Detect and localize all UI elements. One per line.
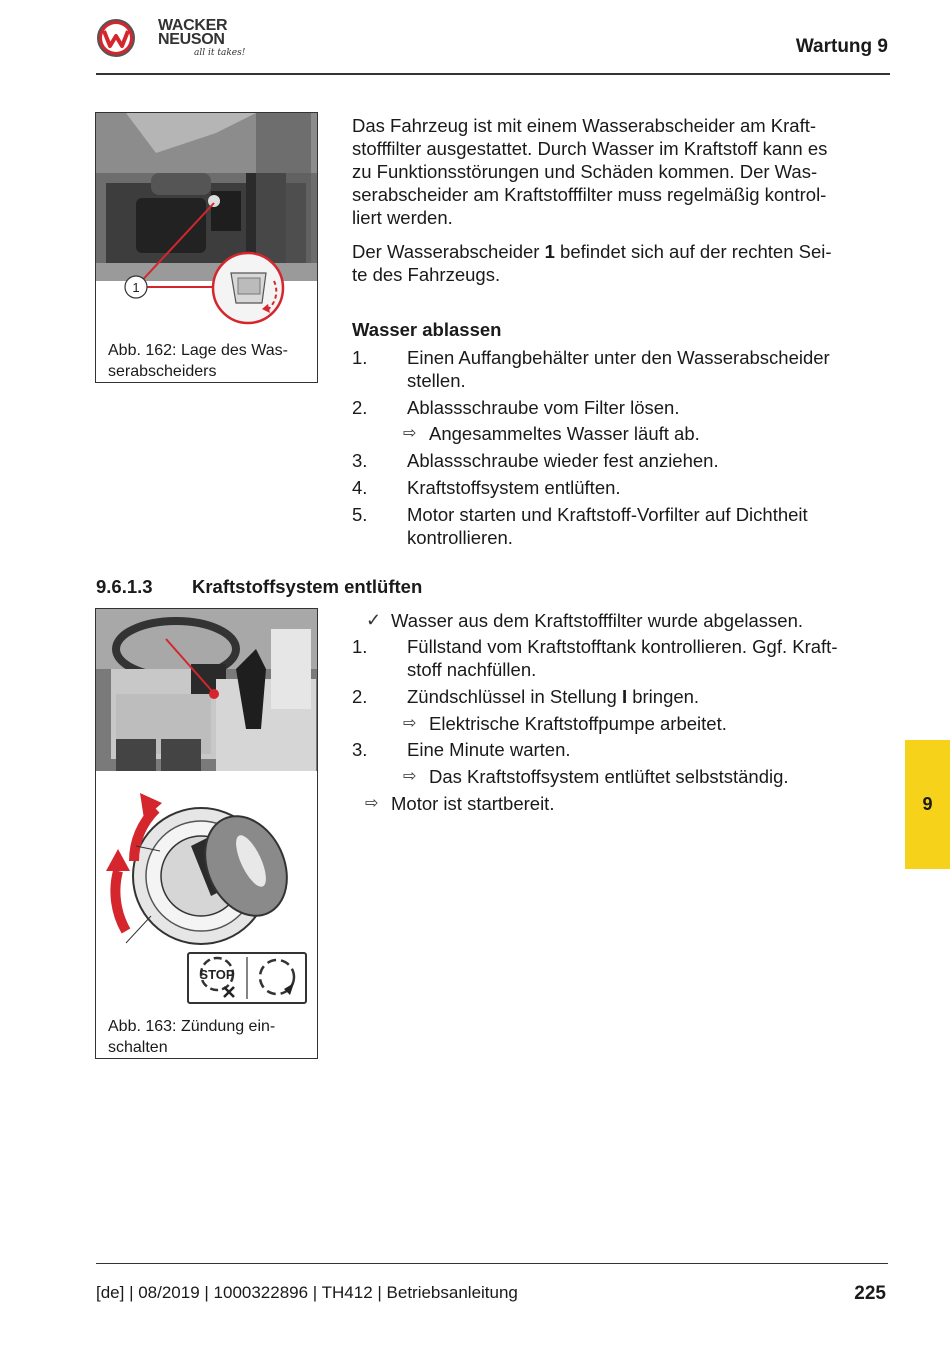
bleed-step-2-number: 2. [352,686,368,707]
key-switch-diagram [96,771,317,1011]
brand-logo [96,16,256,62]
figure-163-caption-line2: schalten [108,1039,168,1056]
bleed-step-2-result: Elektrische Kraftstoffpumpe arbeitet. [429,713,727,734]
drain-heading: Wasser ablassen [352,319,502,340]
brand-name-line2: NEUSON [158,31,225,48]
bleed-precondition: Wasser aus dem Kraftstofffilter wurde abgelassen. [391,610,803,631]
result-arrow-icon: ⇨ [403,768,417,785]
bleed-final-result: Motor ist startbereit. [391,793,555,814]
bleed-step-3-number: 3. [352,739,368,760]
header-divider [96,73,890,75]
stop-label: STOP [199,967,235,982]
intro-paragraph-1: Das Fahrzeug ist mit einem Wasserabscheider am Kraft- stofffilter ausgestattet. Durch Wasser im Kraftstoff kann es zu Funktionsstörungen und Schäden kommen. Der Was- serabscheider am Kraftstofffilter muss regelmäßig kontrol- liert werden. [352,115,828,228]
water-separator-photo [96,113,317,325]
callout-1: 1 [132,280,140,295]
ignition-photo [96,609,317,771]
bleed-step-3-result: Das Kraftstoffsystem entlüftet selbstständig. [429,766,789,787]
wacker-neuson-w-icon [96,18,136,58]
bleed-step-3-text: Eine Minute warten. [407,739,571,760]
drain-step-3-text: Ablassschraube wieder fest anziehen. [407,450,719,471]
drain-step-2-number: 2. [352,397,368,418]
footer-meta: [de] | 08/2019 | 1000322896 | TH412 | Betriebsanleitung [96,1283,518,1302]
chapter-tab-label: 9 [922,794,933,814]
footer-divider [96,1263,888,1264]
intro-paragraph-2: Der Wasserabscheider 1 befindet sich auf der rechten Sei- te des Fahrzeugs. [352,241,832,285]
page-section-title: Wartung 9 [795,36,888,57]
drain-step-5-text: Motor starten und Kraftstoff-Vorfilter auf Dichtheit kontrollieren. [407,504,808,548]
drain-step-4-text: Kraftstoffsystem entlüften. [407,477,621,498]
drain-step-3-number: 3. [352,450,368,471]
section-number: 9.6.1.3 [96,576,153,597]
page-number: 225 [854,1283,886,1304]
figure-162 [95,112,318,383]
figure-162-caption-line1: Abb. 162: Lage des Was- [108,342,288,359]
bleed-step-2-text: Zündschlüssel in Stellung I bringen. [407,686,700,707]
figure-162-caption-line2: serabscheiders [108,363,217,380]
callout-ref: 1 [544,241,555,262]
section-title: Kraftstoffsystem entlüften [192,576,423,597]
bleed-step-1-number: 1. [352,636,368,657]
final-result-arrow-icon: ⇨ [365,795,379,812]
drain-step-2-text: Ablassschraube vom Filter lösen. [407,397,680,418]
drain-step-1-number: 1. [352,347,368,368]
result-arrow-icon: ⇨ [403,715,417,732]
brand-tagline: all it takes! [194,48,246,58]
chapter-tab [905,740,950,869]
drain-step-4-number: 4. [352,477,368,498]
figure-163-caption-line1: Abb. 163: Zündung ein- [108,1018,276,1035]
drain-step-5-number: 5. [352,504,368,525]
bleed-step-1-text: Füllstand vom Kraftstofftank kontrollieren. Ggf. Kraft- stoff nachfüllen. [407,636,838,680]
brand-name-line1: WACKER [158,17,228,34]
drain-step-1-text: Einen Auffangbehälter unter den Wasserabscheider stellen. [407,347,830,391]
drain-step-2-result: Angesammeltes Wasser läuft ab. [429,423,700,444]
check-icon: ✓ [366,610,382,630]
result-arrow-icon: ⇨ [403,425,417,442]
figure-163 [95,608,318,1059]
